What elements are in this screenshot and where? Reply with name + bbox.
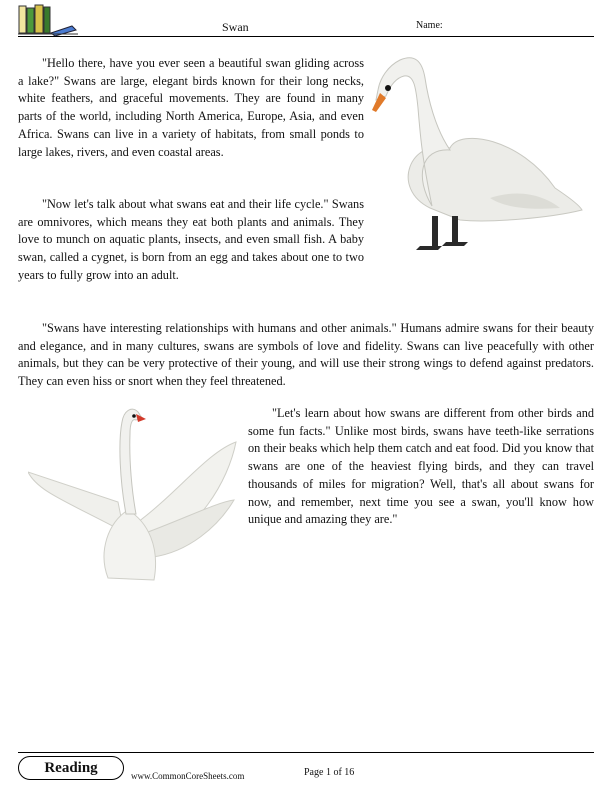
paragraph-intro: "Hello there, have you ever seen a beautiful swan gliding across a lake?" Swans are large, elegant birds known for their long necks, white feathers, and graceful movements. They are found in many parts of the world, including North America, Europe, Asia, and even Africa. Swans can live in a variety of habitats, from small ponds to large lakes, rivers, and even coastal areas.	[18, 56, 364, 159]
paragraph-diet: "Now let's talk about what swans eat and their life cycle." Swans are omnivores, which means they eat both plants and animals. They love to munch on aquatic plants, insects, and even small fish. A baby swan, called a cygnet, is born from an egg and takes about one to two years to fully grow into an adult.	[18, 197, 364, 282]
footer-rule	[18, 752, 594, 753]
paragraph-fun-facts: "Let's learn about how swans are different from other birds and some fun facts." Unlike most birds, swans have teeth-like serrations on their beaks which help them catch and eat food. Did you know that swans are one of the heaviest flying birds, and they can travel thousands of miles for migration? Well, that's all about swans for now, and remember, next time you see a swan, you'll know how unique and amazing they are."	[248, 406, 594, 527]
books-logo-icon	[18, 4, 78, 36]
page-number: Page 1 of 16	[304, 767, 355, 778]
standing-swan-image	[370, 38, 590, 268]
wings-spread-swan-image	[28, 382, 238, 588]
worksheet-title: Swan	[222, 20, 249, 34]
reading-badge: Reading	[18, 756, 124, 780]
name-label: Name:	[416, 20, 443, 31]
site-url[interactable]: www.CommonCoreSheets.com	[131, 771, 245, 781]
paragraph-relationships: "Swans have interesting relationships with humans and other animals." Humans admire swans for their beauty and elegance, and in many cultures, swans are symbols of love and fidelity. Swans can live peacefully with other animals, but they can be very protective of their young, and will use their strong wings to defend against predators. They can even hiss or snort when they feel threatened.	[18, 321, 594, 389]
header-rule	[18, 36, 594, 37]
